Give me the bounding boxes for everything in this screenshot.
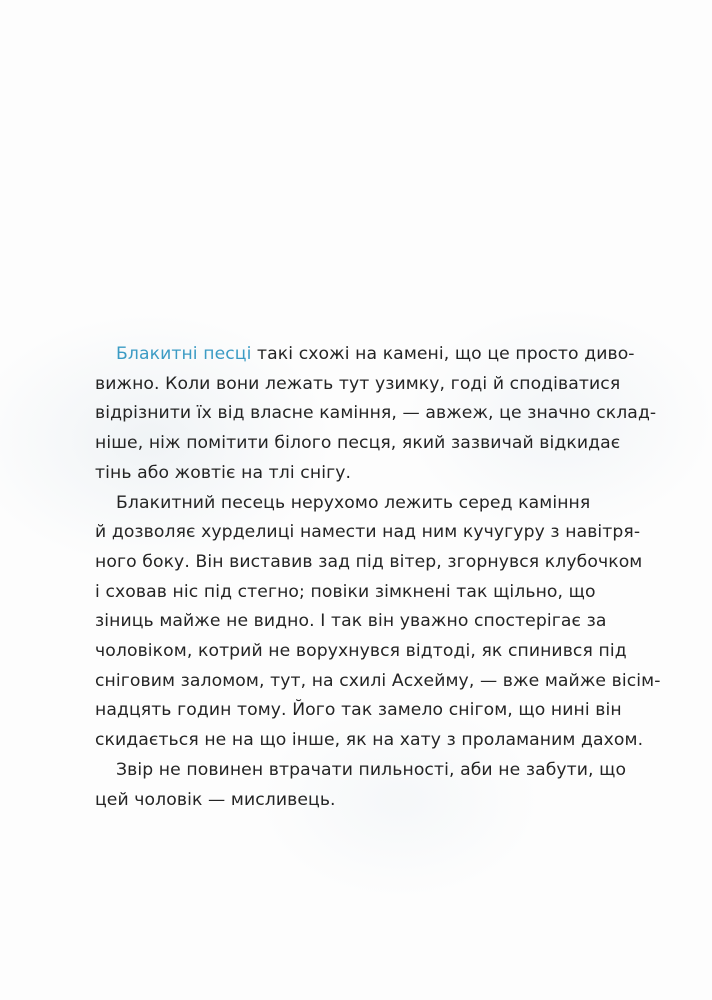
paragraph-1-line-1 (116, 340, 635, 370)
paragraph-3-line-1: Звір не повинен втрачати пильності, аби не забути, що (116, 759, 627, 780)
paragraph-1-line-5: тінь або жовтіє на тлі снігу. (95, 462, 352, 483)
paragraph-2-line-4: і сховав ніс під стегно; повіки зімкнені так щільно, що (95, 581, 596, 602)
paragraph-3-line-2: цей чоловік — мисливець. (95, 789, 336, 810)
paragraph-2-line-9: скидається не на що інше, як на хату з проламаним дахом. (95, 730, 644, 751)
paragraph-2-line-1: Блакитний песець нерухомо лежить серед каміння (116, 492, 591, 513)
paragraph-2-line-2: й дозволяє хурделиці намести над ним кучугуру з навітря- (95, 522, 641, 543)
paragraph-1-line-3: відрізнити їх від власне каміння, — авжеж, це значно склад- (95, 403, 657, 424)
paragraph-2-line-7: сніговим заломом, тут, на схилі Асхейму, — вже майже вісім- (95, 670, 661, 691)
paragraph-1-line-1-rest: такі схожі на камені, що це просто диво- (251, 344, 635, 364)
highlighted-phrase: Блакитні песці (116, 344, 252, 364)
body-text (95, 340, 661, 815)
paragraph-2-line-8: надцять годин тому. Його так замело снігом, що нині він (95, 700, 622, 721)
paragraph-2-line-3: ного боку. Він виставив зад під вітер, згорнувся клубочком (95, 551, 643, 572)
paragraph-1-line-2: вижно. Коли вони лежать тут узимку, годі й сподіватися (95, 373, 621, 394)
paragraph-2-line-6: чоловіком, котрий не ворухнувся відтоді, як спинився під (95, 641, 627, 662)
paragraph-1-line-4: ніше, ніж помітити білого песця, який зазвичай відкидає (95, 433, 621, 454)
paragraph-2-line-5: зіниць майже не видно. І так він уважно спостерігає за (95, 611, 607, 632)
